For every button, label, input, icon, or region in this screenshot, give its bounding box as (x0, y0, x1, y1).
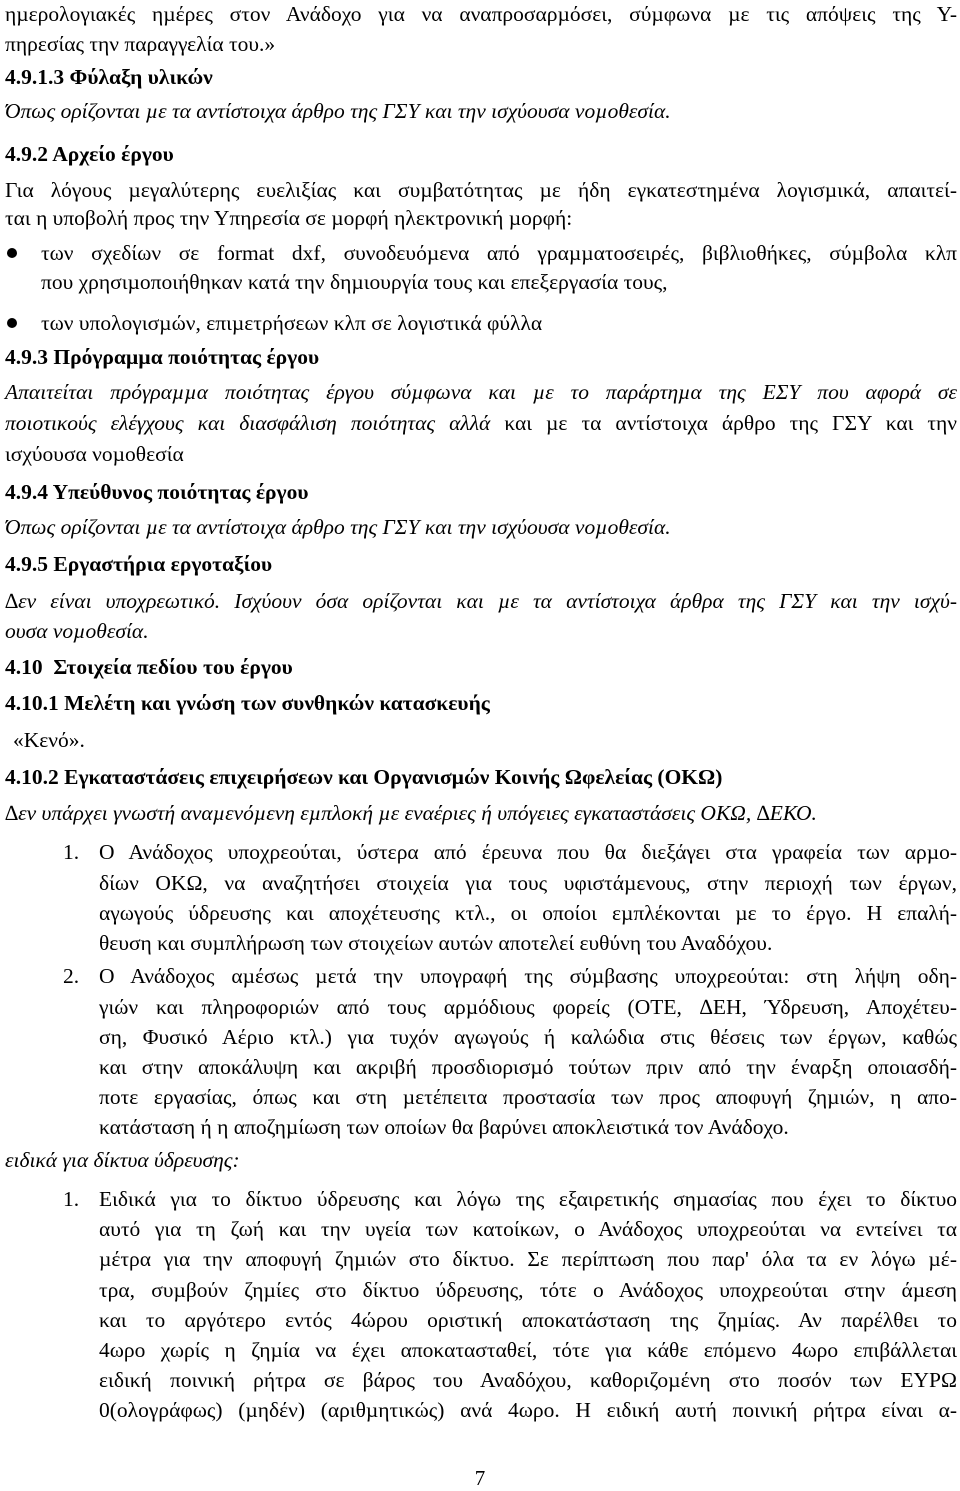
list-item-continuation: που χρησιµοποιήθηκαν κατά την δηµιουργία τους και επεξεργασία τους, (41, 270, 668, 294)
section-number: 4.9.5 (5, 552, 48, 576)
list-item-continuation: δίων ΟΚΩ, να αναζητήσει στοιχεία για τους υφιστάµενους, στην περιοχή των έργων, (99, 871, 957, 895)
list-item-continuation: µέτρα για την αποφυγή ζηµιών στο δίκτυο. Σε περίπτωση που παρ' όλα τα εν λόγω µέ- (99, 1247, 957, 1271)
list-item-continuation: 4ωρο χωρίς η ζηµία να έχει αποκατασταθεί, τότε για κάθε επόµενο 4ωρο επιβάλλεται (99, 1338, 957, 1362)
list-item-continuation: γιών και πληροφοριών από τους αρµόδιους φορείς (ΟΤΕ, ∆ΕΗ, Ύδρευση, Αποχέτευ- (99, 995, 957, 1019)
section-heading-4-9-4 (5, 478, 309, 506)
list-item: Ειδικά για το δίκτυο ύδρευσης και λόγω της εξαιρετικής σηµασίας που έχει το δίκτυο (99, 1187, 957, 1211)
section-title: Μελέτη και γνώση των συνθηκών κατασκευής (64, 691, 490, 715)
section-number: 4.10.1 (5, 691, 59, 715)
list-item-continuation: ποτε εργασίας, όπως και στη µετέπειτα προστασία των προς αποφυγή ζηµιών, η απο- (99, 1085, 957, 1109)
list-item-continuation: αγωγούς ύδρευσης και αποχέτευσης κτλ., οι οποίοι εµπλέκονται µε το έργο. Η επαλή- (99, 901, 957, 925)
section-number: 4.9.3 (5, 345, 48, 369)
text-line: ηµερολογιακές ηµέρες στον Ανάδοχο για να αναπροσαρµόσει, σύµφωνα µε τις απόψεις της Υ- (5, 2, 957, 26)
section-heading-4-10-2 (5, 763, 722, 791)
text-line: Για λόγους µεγαλύτερης ευελιξίας και συµβατότητας µε ήδη εγκατεστηµένα λογισµικά, απαιτεί- (5, 178, 957, 202)
list-item-continuation: θευση και συµπλήρωση των στοιχείων αυτών αποτελεί ευθύνη του Αναδόχου. (99, 931, 773, 955)
section-number: 4.10 (5, 655, 43, 679)
bullet-icon (7, 248, 17, 258)
list-item-continuation: τρα, συµβούν ζηµίες στο δίκτυο ύδρευσης, τότε ο Ανάδοχος υποχρεούται στην άµεση (99, 1278, 957, 1302)
section-heading-4-10-1 (5, 689, 490, 717)
list-item-continuation: κατάσταση ή η αποζηµίωση των οποίων θα βαρύνει αποκλειστικά τον Ανάδοχο. (99, 1115, 789, 1139)
text-line: ται η υποβολή προς την Υπηρεσία σε µορφή ηλεκτρονική µορφή: (5, 206, 573, 230)
text-line: ουσα νοµοθεσία. (5, 619, 149, 643)
section-heading-4-9-2 (5, 140, 174, 168)
text-line: Όπως ορίζονται µε τα αντίστοιχα άρθρο της ΓΣΥ και την ισχύουσα νοµοθεσία. (5, 515, 671, 539)
section-title: Πρόγραµµα ποιότητας έργου (53, 345, 320, 369)
text-line: ∆εν υπάρχει γνωστή αναµενόµενη εµπλοκή µε εναέριες ή υπόγειες εγκαταστάσεις ΟΚΩ, ∆ΕΚΟ. (5, 801, 817, 825)
section-heading-4-10 (5, 653, 293, 681)
text-line: Απαιτείται πρόγραµµα ποιότητας έργου σύµφωνα και µε το παράρτηµα της ΕΣΥ που αφορά σε (5, 380, 957, 404)
text-line (5, 409, 957, 437)
section-heading-4-9-1-3 (5, 63, 213, 91)
list-item-continuation: και το αργότερο εντός 4ώρου οριστική αποκατάσταση της ζηµίας. Αν παρέλθει το (99, 1308, 957, 1332)
section-heading-4-9-3 (5, 343, 319, 371)
text-line: Όπως ορίζονται µε τα αντίστοιχα άρθρο της ΓΣΥ και την ισχύουσα νοµοθεσία. (5, 99, 671, 123)
plain-text: και µε τα αντίστοιχα άρθρο της ΓΣΥ και την (490, 411, 957, 435)
list-item-continuation: και στην αποκάλυψη και ακριβή προσδιορισµό τούτων πριν από την έναρξη οποιασδή- (99, 1055, 957, 1079)
text-line: ισχύουσα νοµοθεσία (5, 442, 184, 466)
section-number: 4.9.4 (5, 480, 48, 504)
section-title: Υπεύθυνος ποιότητας έργου (52, 480, 309, 504)
list-item: των υπολογισµών, επιµετρήσεων κλπ σε λογιστικά φύλλα (41, 311, 543, 335)
section-title: Αρχείο έργου (52, 142, 174, 166)
section-number: 4.9.2 (5, 142, 48, 166)
page-number: 7 (474, 1466, 486, 1490)
italic-text: ποιοτικούς ελέγχους και διασφάλιση ποιότητας αλλά (5, 411, 491, 435)
list-number: 1. (63, 840, 80, 864)
text-line: ∆εν είναι υποχρεωτικό. Ισχύουν όσα ορίζονται και µε τα αντίστοιχα άρθρα της ΓΣΥ και την ισχύ- (5, 589, 957, 613)
list-item-continuation: 0(ολογράφως) (µηδέν) (αριθµητικώς) ανά 4ωρο. Η ειδική αυτή ποινική ρήτρα είναι α- (99, 1398, 957, 1422)
section-number: 4.10.2 (5, 765, 59, 789)
section-title: Στοιχεία πεδίου του έργου (53, 655, 293, 679)
list-number: 1. (63, 1187, 80, 1211)
subheading-water-networks: ειδικά για δίκτυα ύδρευσης: (5, 1148, 240, 1172)
list-item-continuation: ειδική ποινική ρήτρα σε βάρος του Αναδόχου, καθοριζοµένη στο ποσόν των ΕΥΡΩ (99, 1368, 957, 1392)
list-item: Ο Ανάδοχος αµέσως µετά την υπογραφή της σύµβασης υποχρεούται: στη λήψη οδη- (99, 964, 957, 988)
text-line: «Κενό». (13, 728, 85, 752)
list-item: Ο Ανάδοχος υποχρεούται, ύστερα από έρευνα που θα διεξάγει στα γραφεία των αρµο- (99, 840, 957, 864)
list-item-continuation: αυτό για τη ζωή και την υγεία των κατοίκων, ο Ανάδοχος υποχρεούται να εντείνει τα (99, 1217, 957, 1241)
section-heading-4-9-5 (5, 550, 272, 578)
list-number: 2. (63, 964, 80, 988)
text-line: πηρεσίας την παραγγελία του.» (5, 32, 276, 56)
section-number: 4.9.1.3 (5, 65, 65, 89)
section-title: Εγκαταστάσεις επιχειρήσεων και Οργανισµών Κοινής Ωφελείας (ΟΚΩ) (64, 765, 723, 789)
list-item-continuation: ση, Φυσικό Αέριο κτλ.) για τυχόν αγωγούς ή καλώδια στις θέσεις των έργων, καθώς (99, 1025, 957, 1049)
section-title: Φύλαξη υλικών (69, 65, 213, 89)
section-title: Εργαστήρια εργοταξίου (53, 552, 273, 576)
bullet-icon (7, 318, 17, 328)
list-item: των σχεδίων σε format dxf, συνοδευόµενα από γραµµατοσειρές, βιβλιοθήκες, σύµβολα κλπ (41, 241, 957, 265)
